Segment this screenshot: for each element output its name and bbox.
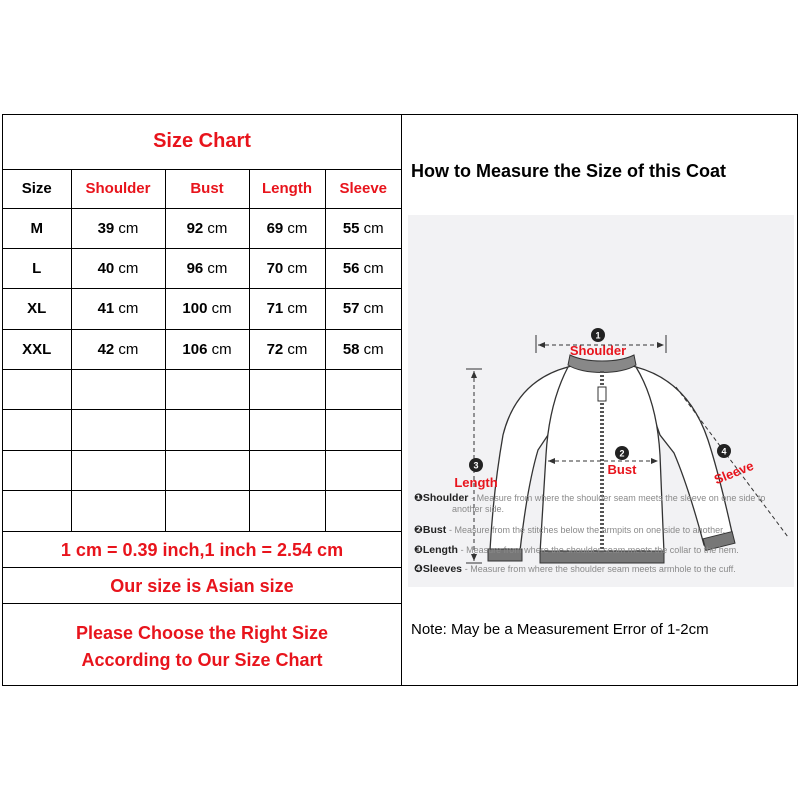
column-divider	[401, 115, 402, 685]
badge-4: 4	[721, 446, 727, 457]
sleeve-value: 57	[342, 300, 360, 318]
badge-2: 2	[619, 448, 625, 459]
asian-size-note: Our size is Asian size	[3, 567, 401, 603]
choose-size-note: Please Choose the Right Size According to Our Size Chart	[3, 603, 401, 685]
empty-row	[3, 491, 401, 531]
bust-label: Bust	[607, 462, 637, 477]
table-row: XL 41 cm 100 cm 71 cm 57 cm	[3, 289, 401, 329]
length-label: Length	[454, 475, 498, 490]
empty-row	[3, 410, 401, 450]
size-label: L	[32, 260, 42, 278]
header-sleeve: Sleeve	[325, 169, 401, 208]
header-size: Size	[3, 169, 71, 208]
bust-value: 96	[186, 260, 204, 278]
empty-row	[3, 450, 401, 490]
legend-length: ❸Length - Measure from where the shoulder seam meets the collar to the hem.	[414, 544, 739, 556]
bust-value: 100	[182, 300, 208, 318]
shoulder-value: 42	[97, 340, 115, 358]
size-chart-frame	[2, 114, 798, 686]
legend-bust: ❷Bust - Measure from the stitches below the armpits on one side to another.	[414, 524, 726, 536]
size-table	[3, 115, 401, 532]
coat-diagram	[408, 215, 794, 587]
table-row: L 40 cm 96 cm 70 cm 56 cm	[3, 248, 401, 288]
size-label: XXL	[22, 340, 52, 358]
size-label: M	[30, 219, 43, 237]
empty-row	[3, 370, 401, 410]
shoulder-label: Shoulder	[569, 343, 627, 358]
badge-3: 3	[473, 460, 479, 471]
measurement-error-note: Note: May be a Measurement Error of 1-2cm	[411, 621, 709, 638]
length-value: 71	[266, 300, 284, 318]
header-bust: Bust	[165, 169, 249, 208]
badge-1: 1	[595, 330, 601, 341]
shoulder-value: 41	[97, 300, 115, 318]
length-value: 69	[266, 219, 284, 237]
sleeve-value: 58	[342, 340, 360, 358]
length-value: 70	[266, 260, 284, 278]
legend-sleeves: ❹Sleeves - Measure from where the shoulder seam meets armhole to the cuff.	[414, 563, 736, 575]
shoulder-value: 39	[97, 219, 115, 237]
table-row: M 39 cm 92 cm 69 cm 55 cm	[3, 208, 401, 248]
sleeve-value: 55	[342, 219, 360, 237]
size-chart-title: Size Chart	[3, 115, 401, 169]
shoulder-value: 40	[97, 260, 115, 278]
header-row	[3, 169, 401, 208]
table-row: XXL 42 cm 106 cm 72 cm 58 cm	[3, 329, 401, 369]
legend-shoulder: ❶Shoulder - Measure from where the shoulder seam meets the sleeve on one side to another side.	[414, 492, 766, 514]
header-length: Length	[249, 169, 325, 208]
measure-title: How to Measure the Size of this Coat	[411, 161, 727, 181]
sleeve-value: 56	[342, 260, 360, 278]
length-value: 72	[266, 340, 284, 358]
sleeve-label: Sleeve	[711, 457, 756, 488]
bust-value: 106	[182, 340, 208, 358]
conversion-note: 1 cm = 0.39 inch,1 inch = 2.54 cm	[3, 531, 401, 567]
header-shoulder: Shoulder	[71, 169, 165, 208]
bust-value: 92	[186, 219, 204, 237]
size-label: XL	[27, 300, 47, 318]
